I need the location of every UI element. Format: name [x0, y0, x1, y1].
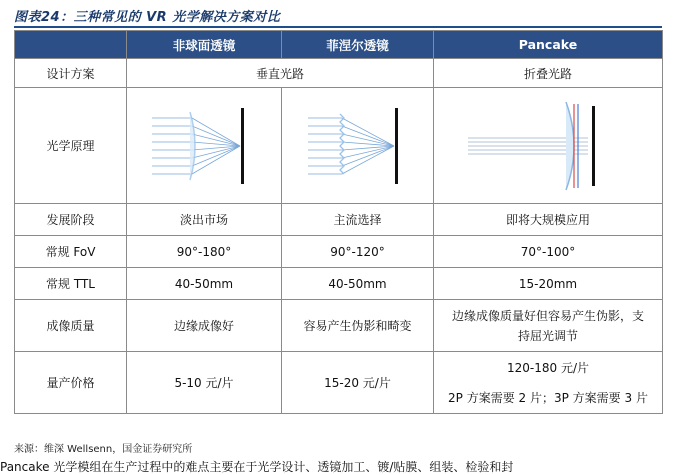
cell-principle-aspheric	[127, 88, 282, 204]
row-label-stage: 发展阶段	[15, 204, 127, 236]
aspheric-lens-diagram	[144, 96, 264, 196]
cell-stage-pancake: 即将大规模应用	[434, 204, 663, 236]
cell-quality-pancake	[434, 300, 663, 352]
header-pancake: Pancake	[434, 31, 663, 59]
row-label-price: 量产价格	[15, 352, 127, 414]
quality-pancake-line1: 边缘成像质量好但容易产生伪影，支	[451, 308, 644, 323]
cell-principle-fresnel	[282, 88, 434, 204]
row-price	[15, 352, 663, 414]
title-rule	[14, 26, 662, 28]
row-label-design: 设计方案	[15, 59, 127, 88]
cell-design-merged: 垂直光路	[127, 59, 434, 88]
cell-ttl-fresnel: 40-50mm	[282, 268, 434, 300]
cell-fov-fresnel: 90°-120°	[282, 236, 434, 268]
cell-quality-fresnel: 容易产生伪影和畸变	[282, 300, 434, 352]
row-principle	[15, 88, 663, 204]
row-label-quality: 成像质量	[15, 300, 127, 352]
header-corner	[15, 31, 127, 59]
cell-ttl-aspheric: 40-50mm	[127, 268, 282, 300]
cell-price-pancake	[434, 352, 663, 414]
source-note: 来源：维深 Wellsenn，国金证券研究所	[14, 444, 193, 455]
row-design	[15, 59, 663, 88]
header-row	[15, 31, 663, 59]
figure-title: 图表24：三种常见的 VR 光学解决方案对比	[14, 10, 281, 25]
cell-ttl-pancake: 15-20mm	[434, 268, 663, 300]
header-aspheric: 非球面透镜	[127, 31, 282, 59]
row-quality	[15, 300, 663, 352]
cell-fov-pancake: 70°-100°	[434, 236, 663, 268]
cell-quality-aspheric: 边缘成像好	[127, 300, 282, 352]
row-label-ttl: 常规 TTL	[15, 268, 127, 300]
price-pancake-line1: 120-180 元/片	[507, 360, 589, 375]
cell-fov-aspheric: 90°-180°	[127, 236, 282, 268]
cell-design-pancake: 折叠光路	[434, 59, 663, 88]
row-ttl	[15, 268, 663, 300]
pancake-lens-diagram	[448, 96, 648, 196]
comparison-table	[14, 30, 663, 414]
quality-pancake-line2: 持屈光调节	[517, 328, 578, 343]
price-pancake-line2: 2P 方案需要 2 片；3P 方案需要 3 片	[448, 390, 648, 405]
row-label-fov: 常规 FoV	[15, 236, 127, 268]
cell-principle-pancake	[434, 88, 663, 204]
fresnel-lens-diagram	[298, 96, 418, 196]
cell-stage-fresnel: 主流选择	[282, 204, 434, 236]
cell-price-aspheric: 5-10 元/片	[127, 352, 282, 414]
cell-stage-aspheric: 淡出市场	[127, 204, 282, 236]
body-text-cutoff: Pancake 光学模组在生产过程中的难点主要在于光学设计、透镜加工、镀/贴膜、组装、检验和封	[0, 460, 514, 474]
row-stage	[15, 204, 663, 236]
row-label-principle: 光学原理	[15, 88, 127, 204]
row-fov	[15, 236, 663, 268]
cell-price-fresnel: 15-20 元/片	[282, 352, 434, 414]
header-fresnel: 菲涅尔透镜	[282, 31, 434, 59]
